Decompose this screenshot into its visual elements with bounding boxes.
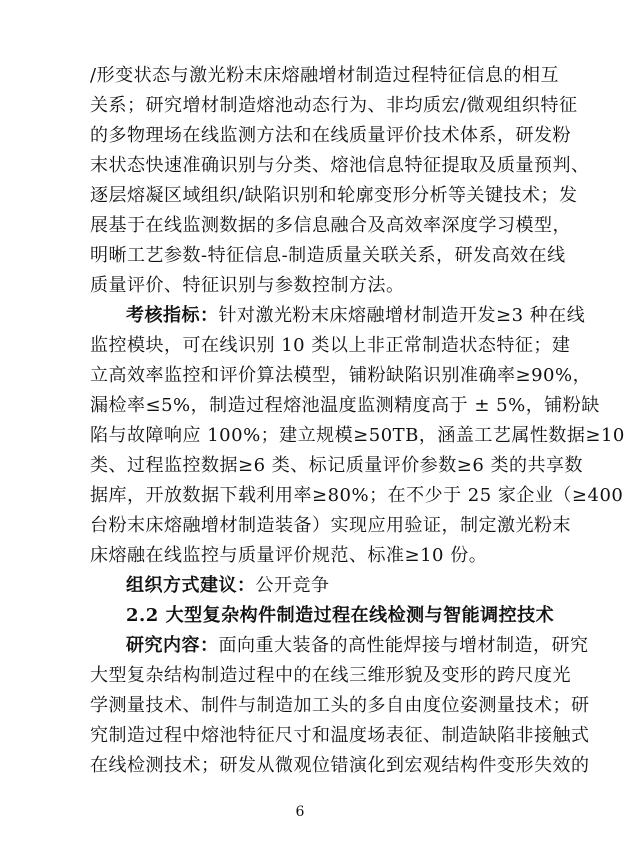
para2-line-8: 台粉末床熔融增材制造装备）实现应用验证，制定激光粉末 <box>90 515 571 536</box>
para1-line-8: 质量评价、特征识别与参数控制方法。 <box>90 275 405 296</box>
para2-line-2: 监控模块，可在线识别 10 类以上非正常制造状态特征；建 <box>90 335 571 356</box>
research-label: 研究内容： <box>126 635 219 656</box>
para1-line-3: 的多物理场在线监测方法和在线质量评价技术体系，研发粉 <box>90 125 571 146</box>
para2-line-9: 床熔融在线监控与质量评价规范、标准≥10 份。 <box>90 545 488 566</box>
para3-line-2: 大型复杂结构制造过程中的在线三维形貌及变形的跨尺度光 <box>90 665 571 686</box>
para2-first-line-text: 针对激光粉末床熔融增材制造开发≥3 种在线 <box>218 305 586 326</box>
para2-line-4: 漏检率≤5%，制造过程熔池温度监测精度高于 ± 5%，铺粉缺 <box>90 395 600 416</box>
para3-line-4: 究制造过程中熔池特征尺寸和温度场表征、制造缺陷非接触式 <box>90 725 590 746</box>
para3-line-5: 在线检测技术；研发从微观位错演化到宏观结构件变形失效的 <box>90 755 590 776</box>
para2-line-5: 陷与故障响应 100%；建立规模≥50TB，涵盖工艺属性数据≥10 <box>90 425 625 446</box>
para1-line-6: 展基于在线监测数据的多信息融合及高效率深度学习模型， <box>90 215 571 236</box>
org-value: 公开竞争 <box>255 575 330 596</box>
para2-line-3: 立高效率监控和评价算法模型，铺粉缺陷识别准确率≥90%， <box>90 365 592 386</box>
org-label: 组织方式建议： <box>126 575 256 596</box>
para3-first-line <box>126 632 589 660</box>
para1-line-7: 明晰工艺参数-特征信息-制造质量关联关系，研发高效在线 <box>90 245 566 266</box>
section-heading: 2.2 大型复杂构件制造过程在线检测与智能调控技术 <box>126 605 555 626</box>
para1-line-4: 末状态快速准确识别与分类、熔池信息特征提取及质量预判、 <box>90 155 590 176</box>
para2-first-line <box>126 302 586 330</box>
para1-line-2: 关系；研究增材制造熔池动态行为、非均质宏/微观组织特征 <box>90 95 578 116</box>
para3-line-3: 学测量技术、制件与制造加工头的多自由度位姿测量技术；研 <box>90 695 590 716</box>
para1-line-5: 逐层熔凝区域组织/缺陷识别和轮廓变形分析等关键技术；发 <box>90 185 578 206</box>
org-line <box>126 572 510 600</box>
para1-line-1: /形变状态与激光粉末床熔融增材制造过程特征信息的相互 <box>90 65 560 86</box>
para2-line-7: 据库，开放数据下载利用率≥80%；在不少于 25 家企业（≥400 <box>90 485 624 506</box>
assessment-label: 考核指标： <box>126 305 219 326</box>
page-number: 6 <box>295 804 305 820</box>
para3-first-line-text: 面向重大装备的高性能焊接与增材制造，研究 <box>218 635 589 656</box>
para2-line-6: 类、过程监控数据≥6 类、标记质量评价参数≥6 类的共享数 <box>90 455 584 476</box>
